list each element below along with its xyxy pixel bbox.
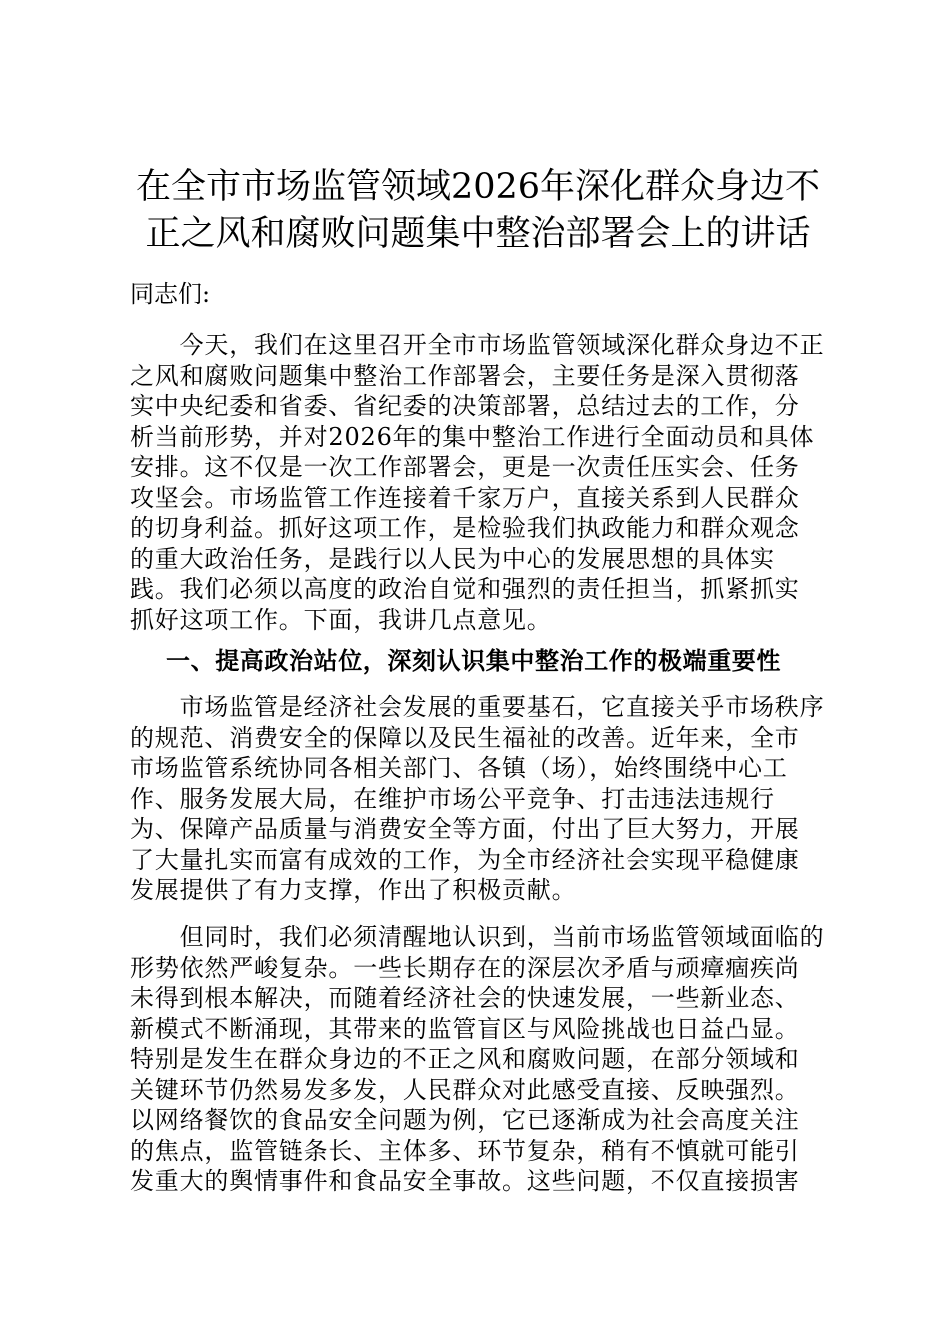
salutation: 同志们: [130, 280, 211, 308]
paragraph-line: 的切身利益。抓好这项工作，是检验我们执政能力和群众观念 [130, 514, 800, 542]
paragraph-line: 为、保障产品质量与消费安全等方面，付出了巨大努力，开展 [130, 815, 800, 843]
paragraph-line: 安排。这不仅是一次工作部署会，更是一次责任压实会、任务 [130, 453, 800, 481]
paragraph-intro [130, 330, 826, 635]
paragraph-line: 形势依然严峻复杂。一些长期存在的深层次矛盾与顽瘴痼疾尚 [130, 953, 800, 982]
paragraph-line: 以网络餐饮的食品安全问题为例，它已逐渐成为社会高度关注 [130, 1106, 800, 1134]
paragraph-line: 攻坚会。市场监管工作连接着千家万户，直接关系到人民群众 [130, 483, 800, 512]
document-title [130, 164, 826, 258]
paragraph-line: 的焦点，监管链条长、主体多、环节复杂，稍有不慎就可能引 [130, 1136, 800, 1165]
paragraph-line: 实中央纪委和省委、省纪委的决策部署，总结过去的工作，分 [130, 392, 800, 420]
paragraph-market-supervision [130, 692, 826, 906]
paragraph-line: 了大量扎实而富有成效的工作，为全市经济社会实现平稳健康 [130, 845, 800, 874]
paragraph-line: 未得到根本解决，而随着经济社会的快速发展，一些新业态、 [130, 984, 800, 1012]
title-line-2: 正之风和腐败问题集中整治部署会上的讲话 [145, 214, 811, 254]
paragraph-line: 的重大政治任务，是践行以人民为中心的发展思想的具体实 [130, 544, 775, 573]
paragraph-line: 市场监管是经济社会发展的重要基石，它直接关乎市场秩序 [130, 693, 825, 721]
paragraph-line: 发展提供了有力支撑，作出了积极贡献。 [130, 876, 577, 904]
paragraph-line: 作、服务发展大局，在维护市场公平竞争、打击违法违规行 [130, 784, 775, 813]
paragraph-line: 特别是发生在群众身边的不正之风和腐败问题，在部分领域和 [130, 1045, 800, 1073]
paragraph-line: 的规范、消费安全的保障以及民生福祉的改善。近年来，全市 [130, 723, 800, 752]
paragraph-line: 践。我们必须以高度的政治自觉和强烈的责任担当，抓紧抓实 [130, 575, 800, 603]
section-heading: 一、提高政治站位，深刻认识集中整治工作的极端重要性 [166, 646, 781, 675]
paragraph-line: 但同时，我们必须清醒地认识到，当前市场监管领域面临的 [130, 923, 825, 951]
paragraph-line: 抓好这项工作。下面，我讲几点意见。 [130, 605, 552, 634]
paragraph-line: 发重大的舆情事件和食品安全事故。这些问题，不仅直接损害 [130, 1167, 800, 1195]
paragraph-line: 关键环节仍然易发多发，人民群众对此感受直接、反映强烈。 [130, 1075, 800, 1104]
paragraph-line: 今天，我们在这里召开全市市场监管领域深化群众身边不正 [130, 331, 825, 359]
paragraph-challenges [130, 922, 826, 1197]
title-line-1: 在全市市场监管领域2026年深化群众身边不 [135, 167, 821, 207]
paragraph-line: 之风和腐败问题集中整治工作部署会，主要任务是深入贯彻落 [130, 361, 800, 390]
paragraph-line: 析当前形势，并对2026年的集中整治工作进行全面动员和具体 [130, 422, 815, 451]
paragraph-line: 新模式不断涌现，其带来的监管盲区与风险挑战也日益凸显。 [130, 1014, 800, 1043]
paragraph-line: 市场监管系统协同各相关部门、各镇（场），始终围绕中心工 [130, 754, 788, 782]
